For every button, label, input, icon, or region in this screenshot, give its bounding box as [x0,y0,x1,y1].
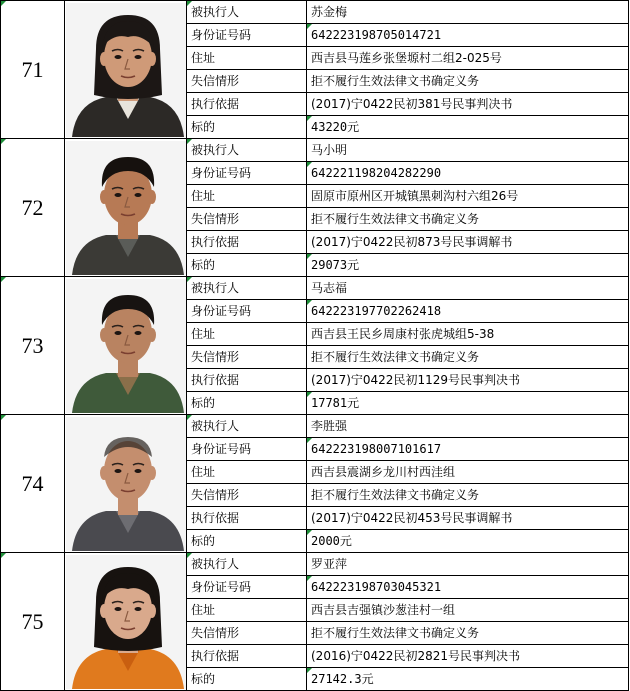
photo-cell [65,277,187,415]
field-value-basis: (2017)宁0422民初453号民事调解书 [307,507,629,530]
field-value-amount: 43220元 [307,116,629,139]
field-value-name: 李胜强 [307,415,629,438]
field-label-name: 被执行人 [187,415,307,438]
table-row [1,415,629,438]
field-value-situation: 拒不履行生效法律文书确定义务 [307,70,629,93]
field-value-address: 西吉县震湖乡龙川村西洼组 [307,461,629,484]
field-value-amount: 29073元 [307,254,629,277]
field-label-name: 被执行人 [187,277,307,300]
field-value-id: 642223198705014721 [307,24,629,47]
table-row [1,553,629,576]
field-label-basis: 执行依据 [187,369,307,392]
field-label-id: 身份证号码 [187,162,307,185]
field-label-amount: 标的 [187,392,307,415]
photo-cell [65,553,187,691]
field-value-id: 642223198007101617 [307,438,629,461]
field-value-amount: 27142.3元 [307,668,629,691]
field-label-address: 住址 [187,323,307,346]
field-value-situation: 拒不履行生效法律文书确定义务 [307,208,629,231]
record-number: 73 [1,277,65,415]
field-value-basis: (2016)宁0422民初2821号民事判决书 [307,645,629,668]
field-label-amount: 标的 [187,530,307,553]
field-label-address: 住址 [187,461,307,484]
field-value-basis: (2017)宁0422民初873号民事调解书 [307,231,629,254]
field-value-name: 苏金梅 [307,1,629,24]
field-label-address: 住址 [187,599,307,622]
field-value-situation: 拒不履行生效法律文书确定义务 [307,346,629,369]
field-label-address: 住址 [187,185,307,208]
field-label-amount: 标的 [187,116,307,139]
field-value-id: 642223198703045321 [307,576,629,599]
field-value-address: 西吉县王民乡周康村张虎城组5-38 [307,323,629,346]
field-label-situation: 失信情形 [187,70,307,93]
field-value-amount: 2000元 [307,530,629,553]
field-value-name: 马志福 [307,277,629,300]
field-value-address: 西吉县马莲乡张堡塬村二组2-025号 [307,47,629,70]
field-label-situation: 失信情形 [187,208,307,231]
record-number: 74 [1,415,65,553]
field-value-situation: 拒不履行生效法律文书确定义务 [307,622,629,645]
table-row [1,277,629,300]
photo-cell [65,1,187,139]
table-row [1,1,629,24]
field-value-address: 西吉县吉强镇沙葱洼村一组 [307,599,629,622]
photo-cell [65,139,187,277]
field-label-name: 被执行人 [187,139,307,162]
record-number: 72 [1,139,65,277]
portrait-photo [66,279,187,413]
field-label-name: 被执行人 [187,1,307,24]
photo-cell [65,415,187,553]
field-label-situation: 失信情形 [187,622,307,645]
field-value-amount: 17781元 [307,392,629,415]
field-value-name: 马小明 [307,139,629,162]
record-number: 71 [1,1,65,139]
portrait-photo [66,141,187,275]
field-value-basis: (2017)宁0422民初381号民事判决书 [307,93,629,116]
field-label-id: 身份证号码 [187,24,307,47]
field-value-basis: (2017)宁0422民初1129号民事判决书 [307,369,629,392]
field-value-situation: 拒不履行生效法律文书确定义务 [307,484,629,507]
field-label-amount: 标的 [187,254,307,277]
field-value-name: 罗亚萍 [307,553,629,576]
field-label-id: 身份证号码 [187,300,307,323]
field-label-situation: 失信情形 [187,484,307,507]
field-label-amount: 标的 [187,668,307,691]
field-value-id: 642221198204282290 [307,162,629,185]
field-label-name: 被执行人 [187,553,307,576]
field-value-id: 642223197702262418 [307,300,629,323]
field-label-id: 身份证号码 [187,576,307,599]
field-label-id: 身份证号码 [187,438,307,461]
field-label-situation: 失信情形 [187,346,307,369]
portrait-photo [66,555,187,689]
portrait-photo [66,417,187,551]
table-row [1,139,629,162]
field-label-basis: 执行依据 [187,231,307,254]
field-value-address: 固原市原州区开城镇黑刺沟村六组26号 [307,185,629,208]
field-label-basis: 执行依据 [187,507,307,530]
field-label-basis: 执行依据 [187,93,307,116]
field-label-address: 住址 [187,47,307,70]
table-body [1,1,629,691]
field-label-basis: 执行依据 [187,645,307,668]
portrait-photo [66,3,187,137]
record-number: 75 [1,553,65,691]
